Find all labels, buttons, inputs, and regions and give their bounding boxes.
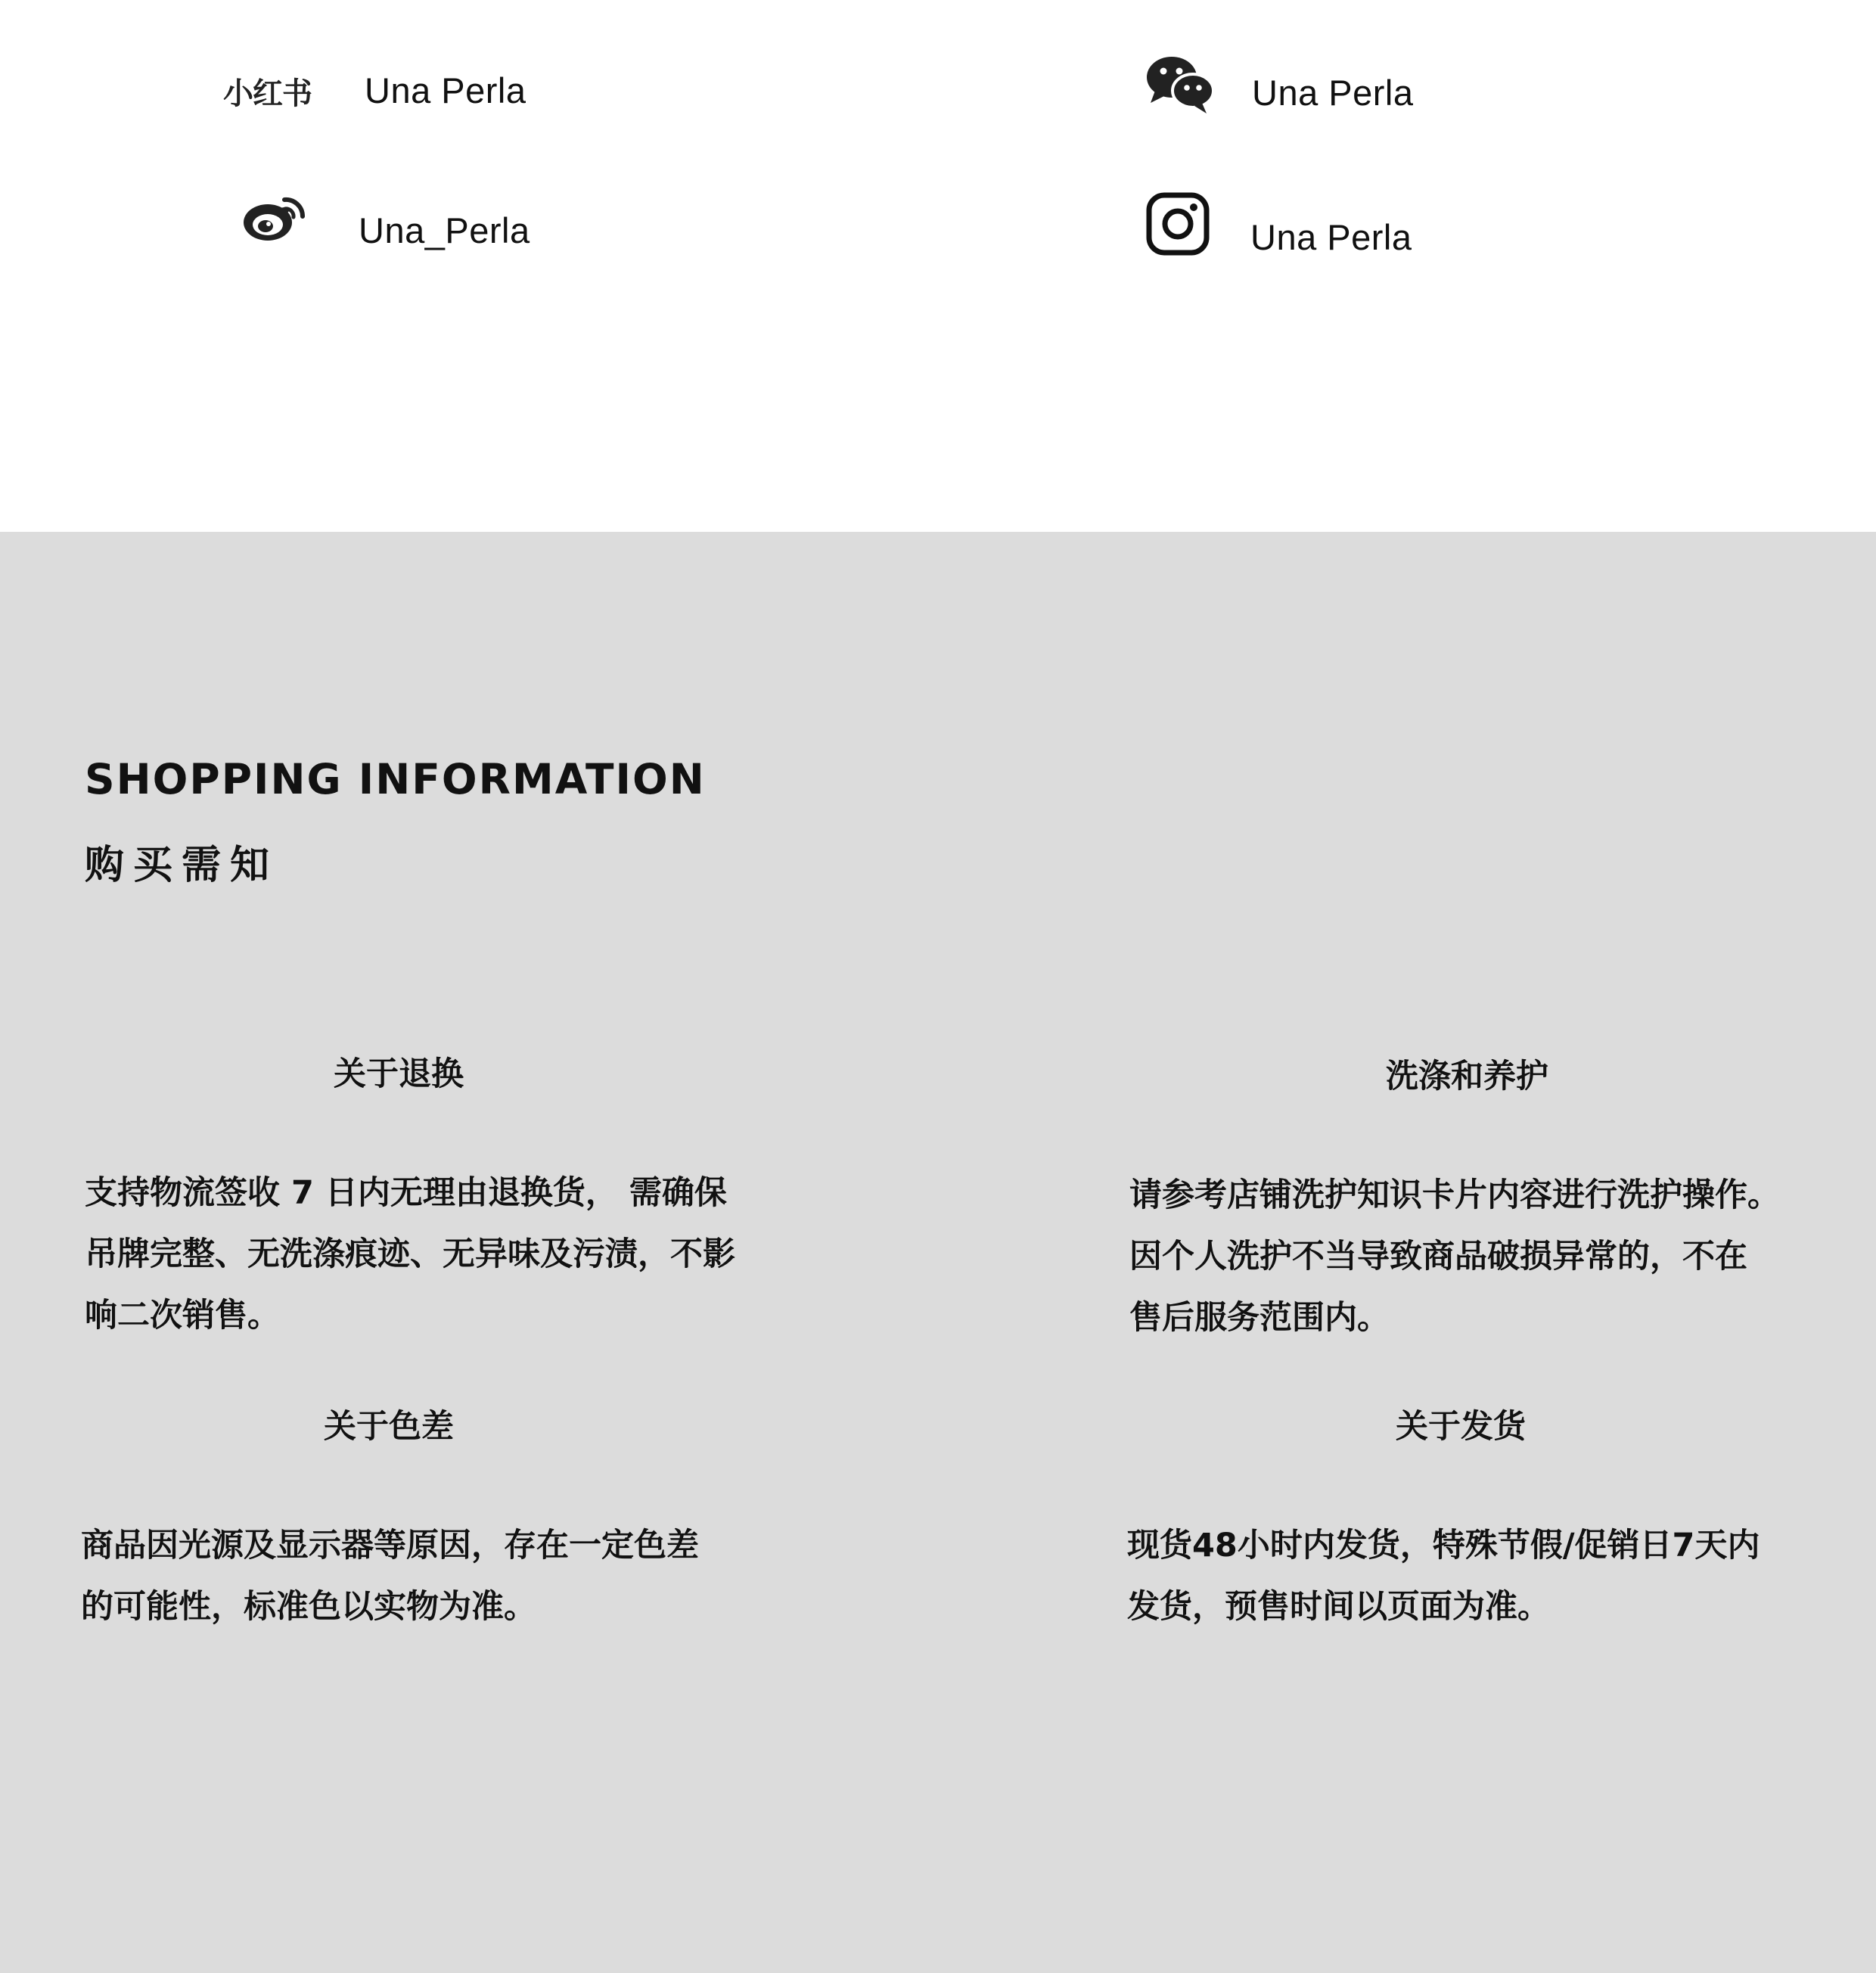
color-difference-text: [81, 1515, 837, 1638]
returns-line: 支持物流签收 7 日内无理由退换货， 需确保: [85, 1174, 727, 1212]
social-section: [0, 0, 1876, 532]
color-difference-line: 的可能性，标准色以实物为准。: [81, 1588, 536, 1626]
returns-line: 吊牌完整、无洗涤痕迹、无异味及污渍，不影: [85, 1235, 735, 1273]
weibo-icon: [242, 189, 310, 244]
shopping-information-section: [0, 532, 1876, 1973]
wechat-handle: Una Perla: [1252, 73, 1414, 113]
color-difference-line: 商品因光源及显示器等原因，存在一定色差: [81, 1527, 699, 1564]
returns-text: [85, 1163, 841, 1347]
xiaohongshu-logo: 小红书: [223, 76, 312, 111]
care-line: 因个人洗护不当导致商品破损异常的，不在: [1129, 1238, 1747, 1275]
section-title-english: SHOPPING INFORMATION: [85, 755, 706, 803]
instagram-icon: [1146, 192, 1210, 256]
section-title-chinese: 购买需知: [85, 843, 279, 888]
color-difference-heading: 关于色差: [324, 1408, 454, 1446]
care-heading: 洗涤和养护: [1386, 1058, 1548, 1095]
returns-heading: 关于退换: [334, 1055, 464, 1093]
shipping-text: [1127, 1515, 1853, 1638]
wechat-icon: [1146, 54, 1214, 115]
weibo-handle: Una_Perla: [359, 210, 530, 250]
shipping-line: 现货48小时内发货，特殊节假/促销日7天内: [1127, 1527, 1760, 1564]
returns-line: 响二次销售。: [85, 1297, 280, 1334]
shipping-heading: 关于发货: [1396, 1408, 1526, 1446]
care-text: [1129, 1165, 1856, 1349]
shipping-line: 发货，预售时间以页面为准。: [1127, 1588, 1550, 1626]
xiaohongshu-handle: Una Perla: [365, 70, 526, 110]
care-line: 请参考店铺洗护知识卡片内容进行洗护操作。: [1129, 1176, 1780, 1214]
care-line: 售后服务范围内。: [1129, 1299, 1390, 1337]
instagram-handle: Una Perla: [1250, 217, 1412, 257]
